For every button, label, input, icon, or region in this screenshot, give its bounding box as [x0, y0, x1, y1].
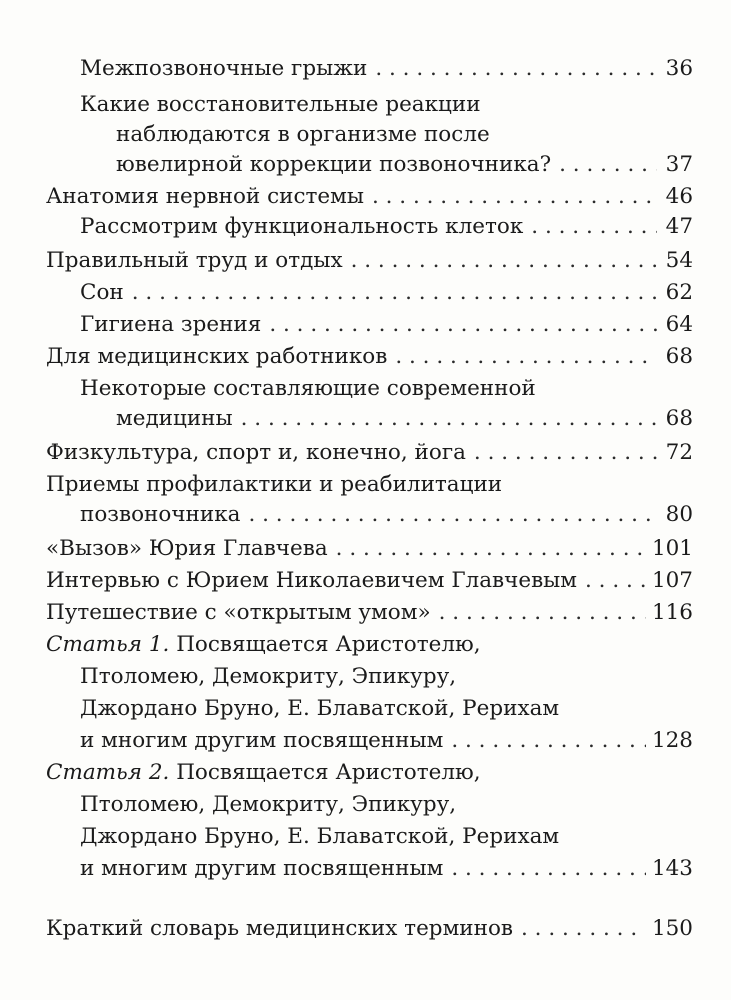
- toc-entry-title-cont: Джордано Бруно, Е. Блаватской, Рерихам: [80, 696, 560, 721]
- toc-entry-line: [0, 88, 693, 122]
- dot-leader: [521, 912, 646, 946]
- toc-entry: [0, 340, 693, 374]
- toc-entry-title-cont: ювелирной коррекции позвоночника?: [116, 152, 552, 177]
- toc-entry: [0, 52, 693, 86]
- article-title: Посвящается Аристотелю,: [176, 760, 481, 785]
- toc-entry-title-cont: Птоломею, Демокриту, Эпикуру,: [80, 792, 457, 817]
- toc-entry-title: Путешествие с «открытым умом»: [46, 600, 431, 625]
- article-title: Посвящается Аристотелю,: [176, 632, 481, 657]
- toc-entry-page: 116: [651, 600, 693, 625]
- dot-leader: [559, 148, 657, 182]
- dot-leader: [585, 564, 646, 598]
- toc-entry: [0, 180, 693, 214]
- toc-entry-page: 128: [651, 728, 693, 753]
- toc-entry-title-cont: и многим другим посвященным: [80, 856, 444, 881]
- toc-entry-page: 68: [665, 344, 693, 369]
- toc-entry: [0, 308, 693, 342]
- toc-entry-page: 107: [651, 568, 693, 593]
- toc-entry: [0, 210, 693, 244]
- toc-entry: [0, 402, 693, 436]
- dot-leader: [269, 308, 657, 342]
- dot-leader: [375, 52, 657, 86]
- dot-leader: [372, 180, 657, 214]
- toc-entry: [0, 148, 693, 182]
- toc-entry: [0, 724, 693, 758]
- toc-entry-title: Для медицинских работников: [46, 344, 388, 369]
- toc-entry-page: 150: [651, 916, 693, 941]
- toc-entry-title-cont: Птоломею, Демокриту, Эпикуру,: [80, 664, 457, 689]
- toc-entry-line: [0, 372, 693, 406]
- toc-entry-page: 36: [665, 56, 693, 81]
- dot-leader: [395, 340, 657, 374]
- toc-entry: [0, 852, 693, 886]
- toc-entry: [0, 276, 693, 310]
- toc-entry: [0, 596, 693, 630]
- article-label: Статья 2.: [46, 760, 170, 785]
- dot-leader: [474, 436, 657, 470]
- toc-entry-title: Гигиена зрения: [80, 312, 262, 337]
- toc-entry-page: 64: [665, 312, 693, 337]
- toc-entry-title-cont: Джордано Бруно, Е. Блаватской, Рерихам: [80, 824, 560, 849]
- toc-entry-title: Физкультура, спорт и, конечно, йога: [46, 440, 466, 465]
- dot-leader: [451, 852, 646, 886]
- toc-entry-page: 46: [665, 184, 693, 209]
- toc-entry-title: Анатомия нервной системы: [46, 184, 364, 209]
- toc-entry-page: 37: [665, 152, 693, 177]
- toc-entry-title-cont: наблюдаются в организме после: [116, 122, 490, 147]
- dot-leader: [451, 724, 646, 758]
- toc-entry-title: Межпозвоночные грыжи: [80, 56, 368, 81]
- dot-leader: [439, 596, 646, 630]
- toc-entry: [0, 244, 693, 278]
- toc-entry-line: [0, 820, 693, 854]
- toc-entry-title: Правильный труд и отдых: [46, 248, 343, 273]
- toc-entry-page: 62: [665, 280, 693, 305]
- dot-leader: [241, 402, 657, 436]
- toc-entry: [0, 436, 693, 470]
- toc-entry-title: Некоторые составляющие современной: [80, 376, 536, 401]
- toc-entry: [0, 498, 693, 532]
- toc-entry-title: [46, 756, 481, 790]
- toc-entry-page: 72: [665, 440, 693, 465]
- toc-entry-page: 47: [665, 214, 693, 239]
- toc-entry-line: [0, 788, 693, 822]
- toc-entry-title: Краткий словарь медицинских терминов: [46, 916, 513, 941]
- toc-entry-title-cont: и многим другим посвященным: [80, 728, 444, 753]
- toc-entry-title-cont: медицины: [116, 406, 233, 431]
- toc-entry-line: [0, 468, 693, 502]
- dot-leader: [336, 532, 646, 566]
- toc-entry-line: [0, 756, 693, 790]
- toc-entry-title: Какие восстановительные реакции: [80, 92, 481, 117]
- toc-entry-title: Интервью с Юрием Николаевичем Главчевым: [46, 568, 578, 593]
- toc-entry-line: [0, 660, 693, 694]
- toc-entry: [0, 912, 693, 946]
- toc-entry: [0, 564, 693, 598]
- dot-leader: [248, 498, 657, 532]
- toc-entry-page: 54: [665, 248, 693, 273]
- toc-entry-line: [0, 118, 693, 152]
- toc-entry-page: 101: [651, 536, 693, 561]
- dot-leader: [351, 244, 657, 278]
- toc-entry-title: «Вызов» Юрия Главчева: [46, 536, 328, 561]
- toc-entry-title: Сон: [80, 280, 124, 305]
- toc-entry-title: Рассмотрим функциональность клеток: [80, 214, 524, 239]
- toc-entry-title: [46, 628, 481, 662]
- toc-entry-line: [0, 628, 693, 662]
- dot-leader: [531, 210, 657, 244]
- toc-entry-title-cont: позвоночника: [80, 502, 241, 527]
- toc-entry-page: 68: [665, 406, 693, 431]
- dot-leader: [132, 276, 657, 310]
- toc-entry-page: 143: [651, 856, 693, 881]
- toc-entry: [0, 532, 693, 566]
- article-label: Статья 1.: [46, 632, 170, 657]
- toc-entry-line: [0, 692, 693, 726]
- toc-entry-title: Приемы профилактики и реабилитации: [46, 472, 503, 497]
- toc-entry-page: 80: [665, 502, 693, 527]
